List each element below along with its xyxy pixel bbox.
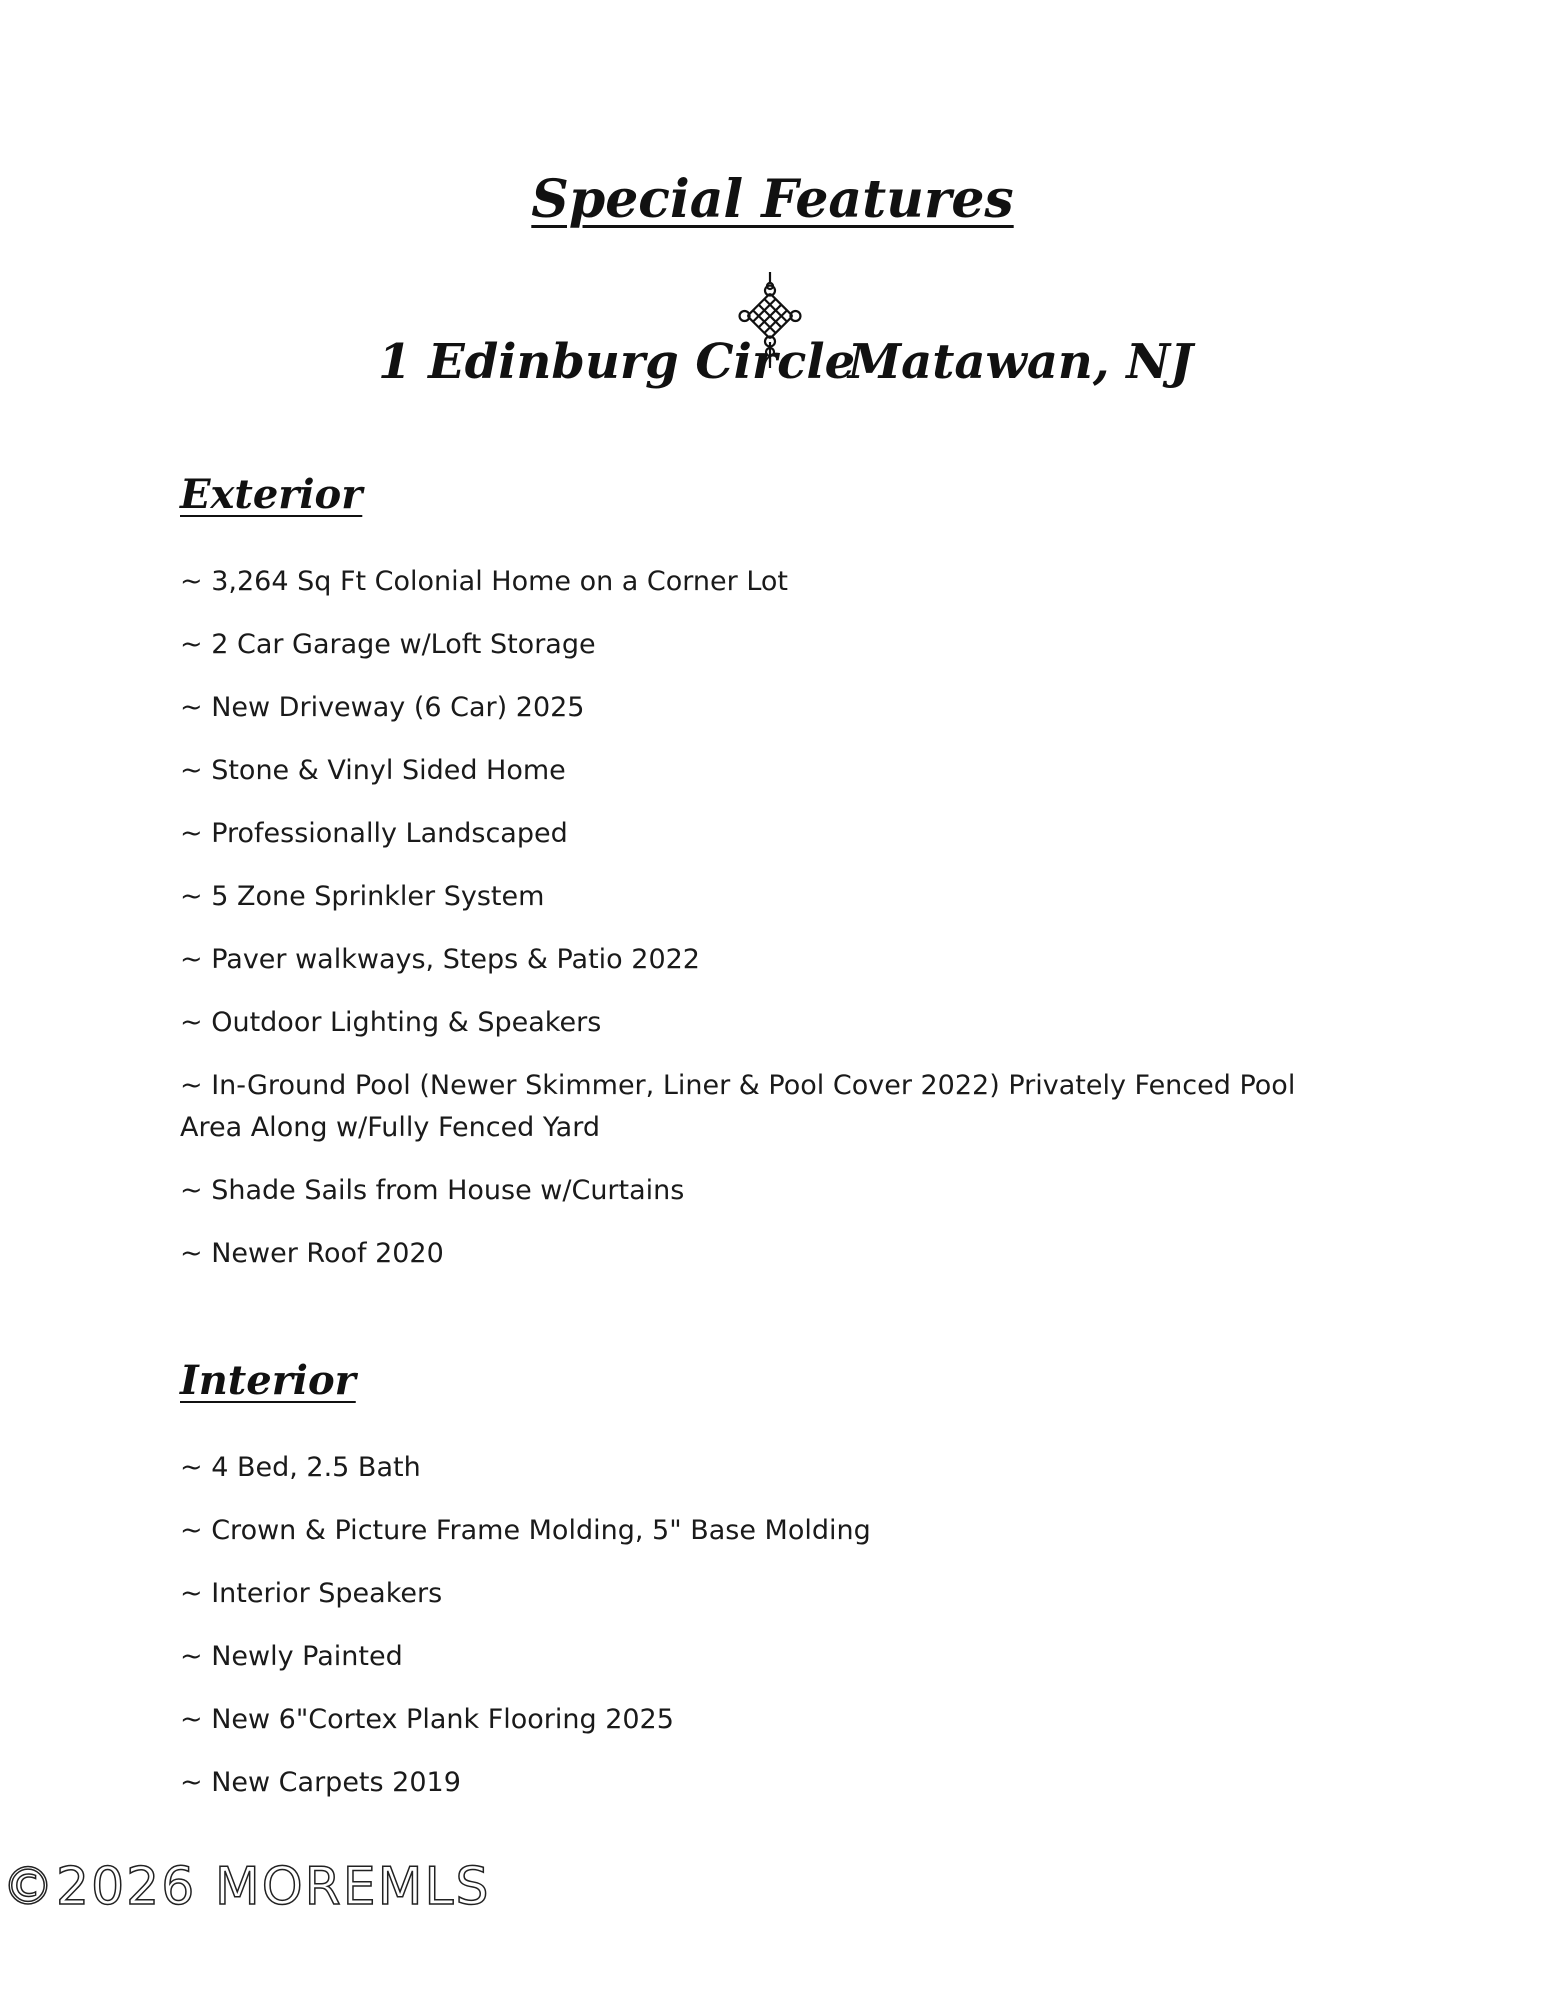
list-item: ~ Shade Sails from House w/Curtains	[180, 1175, 685, 1206]
exterior-feature-list	[180, 561, 1330, 1296]
list-item: ~ Stone & Vinyl Sided Home	[180, 755, 566, 786]
list-item: ~ Outdoor Lighting & Speakers	[180, 1007, 602, 1038]
list-item: ~ 3,264 Sq Ft Colonial Home on a Corner Lot	[180, 566, 789, 597]
address-city: Matawan, NJ	[848, 334, 1193, 390]
list-item: ~ Paver walkways, Steps & Patio 2022	[180, 944, 700, 975]
list-item: ~ Interior Speakers	[180, 1578, 443, 1609]
address-row	[0, 270, 1545, 400]
list-item: ~ Newly Painted	[180, 1641, 403, 1672]
list-item: ~ Crown & Picture Frame Molding, 5" Base Molding	[180, 1515, 871, 1546]
list-item: ~ Newer Roof 2020	[180, 1238, 444, 1269]
list-item: ~ New Carpets 2019	[180, 1767, 461, 1798]
interior-heading: Interior	[180, 1357, 356, 1404]
list-item: ~ 4 Bed, 2.5 Bath	[180, 1452, 421, 1483]
address-street: 1 Edinburg Circle	[378, 334, 856, 390]
list-item: ~ In-Ground Pool (Newer Skimmer, Liner & Pool Cover 2022) Privately Fenced Pool Area Along w/Fully Fenced Yard	[180, 1070, 1296, 1143]
copyright-watermark: ©2026 MOREMLS	[2, 1857, 491, 1917]
list-item: ~ 5 Zone Sprinkler System	[180, 881, 545, 912]
page-title: Special Features	[531, 169, 1014, 230]
list-item: ~ 2 Car Garage w/Loft Storage	[180, 629, 596, 660]
list-item: ~ New 6"Cortex Plank Flooring 2025	[180, 1704, 674, 1735]
list-item: ~ Professionally Landscaped	[180, 818, 568, 849]
exterior-heading: Exterior	[180, 471, 363, 518]
list-item: ~ New Driveway (6 Car) 2025	[180, 692, 585, 723]
endless-knot-ornament-icon	[728, 270, 812, 380]
interior-feature-list	[180, 1447, 1330, 1825]
